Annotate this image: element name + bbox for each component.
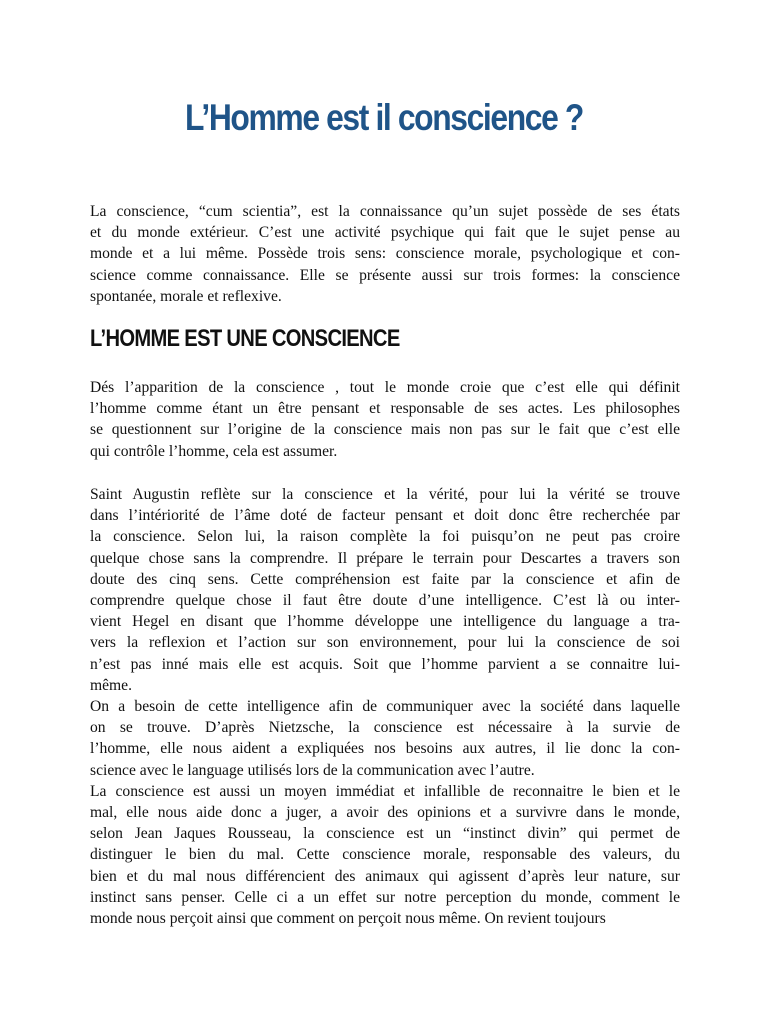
text-line: doute des cinq sens. Cette compréhension est faite par la conscience et afin de [90,570,680,588]
text-line: bien et du mal nous différencient des animaux qui agissent d’après leur nature, sur [90,867,680,885]
text-line: science avec le language utilisés lors de la communication avec l’autre. [90,761,535,779]
text-line: se questionnent sur l’origine de la conscience mais non pas sur le fait que c’est elle [90,421,680,439]
text-line: et du monde extérieur. C’est une activité psychique qui fait que le sujet pense au [90,224,680,242]
text-line: science comme connaissance. Elle se présente aussi sur trois formes: la conscience [90,266,680,284]
text-line: Dés l’apparition de la conscience , tout le monde croie que c’est elle qui définit [90,379,680,396]
document-title: L’Homme est il conscience ? [185,97,583,138]
paragraph-philosophers [90,484,680,929]
text-line: la conscience. Selon lui, la raison complète la foi puisqu’on ne peut pas croire [90,528,680,546]
text-line: vient Hegel en disant que l’homme développe une intelligence du language a tra- [90,613,680,631]
text-line: monde nous perçoit ainsi que comment on perçoit nous même. On revient toujours [90,910,606,928]
text-line: distinguer le bien du mal. Cette conscience morale, responsable des valeurs, du [90,846,680,864]
intro-paragraph [90,201,680,307]
section-heading: L’HOMME EST UNE CONSCIENCE [90,325,400,352]
text-line: instinct sans penser. Celle ci a un effet sur notre perception du monde, comment le [90,888,680,906]
text-line: La conscience est aussi un moyen immédiat et infallible de reconnaitre le bien et le [90,782,680,800]
text-line: spontanée, morale et reflexive. [90,287,282,305]
text-line: Saint Augustin reflète sur la conscience et la vérité, pour lui la vérité se trouve [90,486,680,503]
text-line: l’homme, elle nous aident a expliquées nos besoins aux autres, il lie donc la con- [90,740,680,758]
text-line: quelque chose sans la comprendre. Il prépare le terrain pour Descartes a travers son [90,549,680,567]
text-line: monde et a lui même. Possède trois sens: conscience morale, psychologique et con- [90,245,680,263]
text-line: selon Jean Jaques Rousseau, la conscience est un “instinct divin” qui permet de [90,825,680,843]
text-line: mal, elle nous aide donc a juger, a avoir des opinions et a survivre dans le monde, [90,804,680,822]
text-line: dans l’intériorité de l’âme doté de facteur pensant et doit donc être recherchée par [90,507,680,525]
text-line: n’est pas inné mais elle est acquis. Soit que l’homme parvient a se connaitre lui- [90,655,680,673]
text-line: qui contrôle l’homme, cela est assumer. [90,442,338,460]
text-line: comprendre quelque chose il faut être doute d’une intelligence. C’est là ou inter- [90,592,680,610]
paragraph-origin-of-conscience [90,377,680,462]
text-line: même. [90,676,132,694]
text-line: La conscience, “cum scientia”, est la connaissance qu’un sujet possède de ses états [90,203,680,220]
text-line: on se trouve. D’après Nietzsche, la conscience est nécessaire à la survie de [90,719,680,737]
text-line: vers la reflexion et l’action sur son environnement, pour lui la conscience de soi [90,634,680,652]
text-line: l’homme comme étant un être pensant et responsable de ses actes. Les philosophes [90,400,680,418]
text-line: On a besoin de cette intelligence afin de communiquer avec la société dans laquelle [90,698,680,716]
